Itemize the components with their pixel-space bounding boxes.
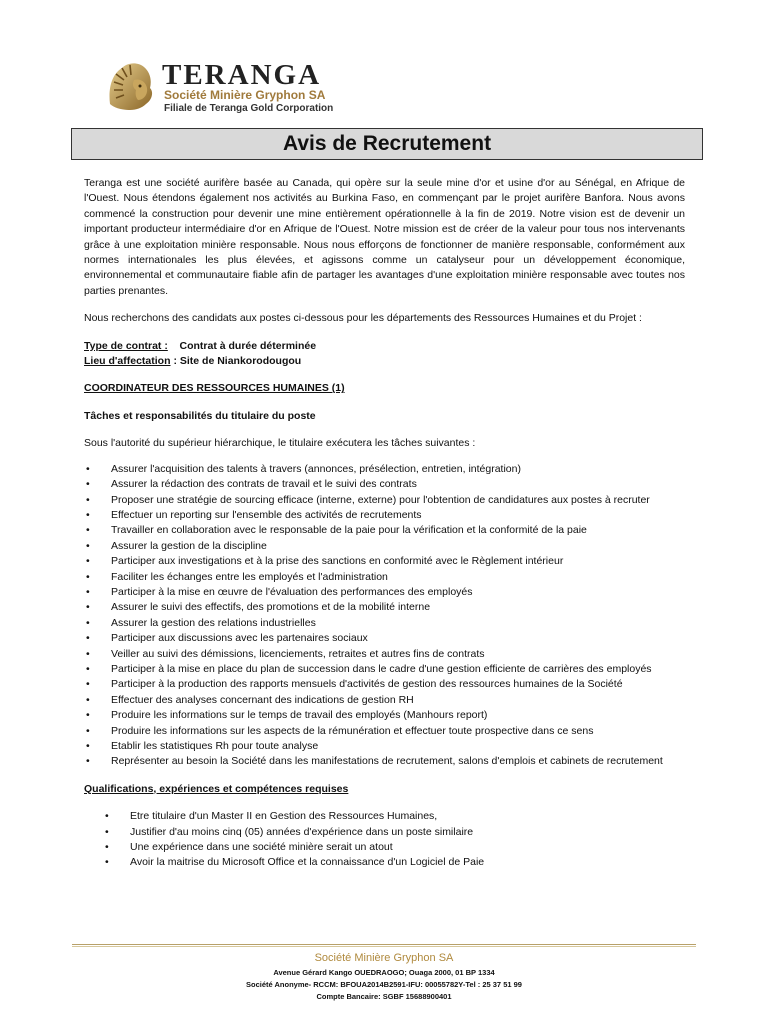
list-item: • Etre titulaire d'un Master II en Gestion des Ressources Humaines, xyxy=(84,809,685,824)
list-item: • Effectuer un reporting sur l'ensemble des activités de recrutements xyxy=(84,508,685,523)
list-item: • Participer à la mise en place du plan de succession dans le cadre d'une gestion efficiente de carrières des employés xyxy=(84,662,685,677)
footer-company: Société Minière Gryphon SA xyxy=(314,952,454,964)
footer-bank: Compte Bancaire: SGBF 15688900401 xyxy=(316,992,452,1001)
brand-subtitle: Société Minière Gryphon SA xyxy=(164,88,326,102)
intro-paragraph: Teranga est une société aurifère basée au Canada, qui opère sur la seule mine d'or et usine d'or au Sénégal, en Afrique de l'Ouest. Nous étendons également nos activités au Burkina Faso, en commençant par le projet aurifère Banfora. Nous avons commencé la construction pour devenir une mine entièrement opérationnelle à la fin de 2019. Notre vision est de devenir un important producteur intermédiaire d'or en Afrique de l'Ouest. Notre mission est de créer de la valeur pour tous nos intervenants grâce à une exploitation minière responsable. Nous nous efforçons de fonctionner de manière responsable, conformément aux normes internationales les plus élevées, et agissons comme un catalyseur pour un développement économique, environnemental et communautaire fiable afin de partager les avantages d'une exploitation minière responsable avec toutes nos parties prenantes. xyxy=(84,177,685,297)
lion-head-icon xyxy=(102,58,158,114)
qualifications-heading: Qualifications, expériences et compétences requises xyxy=(84,782,349,795)
list-item: • Assurer la rédaction des contrats de travail et le suivi des contrats xyxy=(84,477,685,492)
list-item: • Assurer l'acquisition des talents à travers (annonces, présélection, entretien, intégration) xyxy=(84,462,685,477)
list-item: • Veiller au suivi des démissions, licenciements, retraites et autres fins de contrats xyxy=(84,647,685,662)
document-body xyxy=(84,176,685,871)
list-item: • Faciliter les échanges entre les employés et l'administration xyxy=(84,570,685,585)
location-line xyxy=(84,354,685,369)
qualifications-list xyxy=(84,809,685,871)
list-item: • Produire les informations sur le temps de travail des employés (Manhours report) xyxy=(84,708,685,723)
list-item: • Assurer le suivi des effectifs, des promotions et de la mobilité interne xyxy=(84,600,685,615)
list-item: • Assurer la gestion de la discipline xyxy=(84,539,685,554)
footer-divider-secondary xyxy=(72,946,696,947)
tasks-list xyxy=(84,462,685,770)
contract-type-line xyxy=(84,339,685,354)
list-item: • Proposer une stratégie de sourcing efficace (interne, externe) pour l'obtention de candidatures aux postes à recruter xyxy=(84,493,685,508)
brand-tagline: Filiale de Teranga Gold Corporation xyxy=(164,103,334,114)
footer-address: Avenue Gérard Kango OUEDRAOGO; Ouaga 2000, 01 BP 1334 xyxy=(273,968,495,977)
list-item: • Assurer la gestion des relations industrielles xyxy=(84,616,685,631)
list-item: • Représenter au besoin la Société dans les manifestations de recrutement, salons d'emplois et cabinets de recrutement xyxy=(84,754,685,769)
page-title: Avis de Recrutement xyxy=(71,128,703,160)
brand-name: TERANGA xyxy=(162,59,322,91)
contract-type-value: Contrat à durée déterminée xyxy=(179,339,317,352)
list-item: • Participer à la production des rapports mensuels d'activités de gestion des ressources humaines de la Société xyxy=(84,677,685,692)
position-title: COORDINATEUR DES RESSOURCES HUMAINES (1) xyxy=(84,382,345,395)
list-item: • Travailler en collaboration avec le responsable de la paie pour la vérification et la conformité de la paie xyxy=(84,523,685,538)
list-item: • Participer aux investigations et à la prise des sanctions en conformité avec le Règlement intérieur xyxy=(84,554,685,569)
company-logo xyxy=(102,58,342,114)
list-item: • Avoir la maitrise du Microsoft Office et la connaissance d'un Logiciel de Paie xyxy=(84,855,685,870)
list-item: • Effectuer des analyses concernant des indications de gestion RH xyxy=(84,693,685,708)
list-item: • Participer aux discussions avec les partenaires sociaux xyxy=(84,631,685,646)
tasks-intro: Sous l'autorité du supérieur hiérarchique, le titulaire exécutera les tâches suivantes : xyxy=(84,437,476,450)
list-item: • Etablir les statistiques Rh pour toute analyse xyxy=(84,739,685,754)
footer-divider xyxy=(72,944,696,945)
list-item: • Produire les informations sur les aspects de la rémunération et effectuer toute prospective dans ce sens xyxy=(84,724,685,739)
list-item: • Justifier d'au moins cinq (05) années d'expérience dans un poste similaire xyxy=(84,825,685,840)
location-value: : Site de Niankorodougou xyxy=(173,355,302,368)
search-paragraph: Nous recherchons des candidats aux postes ci-dessous pour les départements des Ressources Humaines et du Projet : xyxy=(84,312,642,325)
footer-registry: Société Anonyme- RCCM: BFOUA2014B2591-IFU: 00055782Y-Tel : 25 37 51 99 xyxy=(246,980,522,989)
location-label: Lieu d'affectation xyxy=(84,355,171,368)
list-item: • Une expérience dans une société minière serait un atout xyxy=(84,840,685,855)
tasks-heading: Tâches et responsabilités du titulaire du poste xyxy=(84,409,316,422)
contract-type-label: Type de contrat : xyxy=(84,339,168,352)
list-item: • Participer à la mise en œuvre de l'évaluation des performances des employés xyxy=(84,585,685,600)
